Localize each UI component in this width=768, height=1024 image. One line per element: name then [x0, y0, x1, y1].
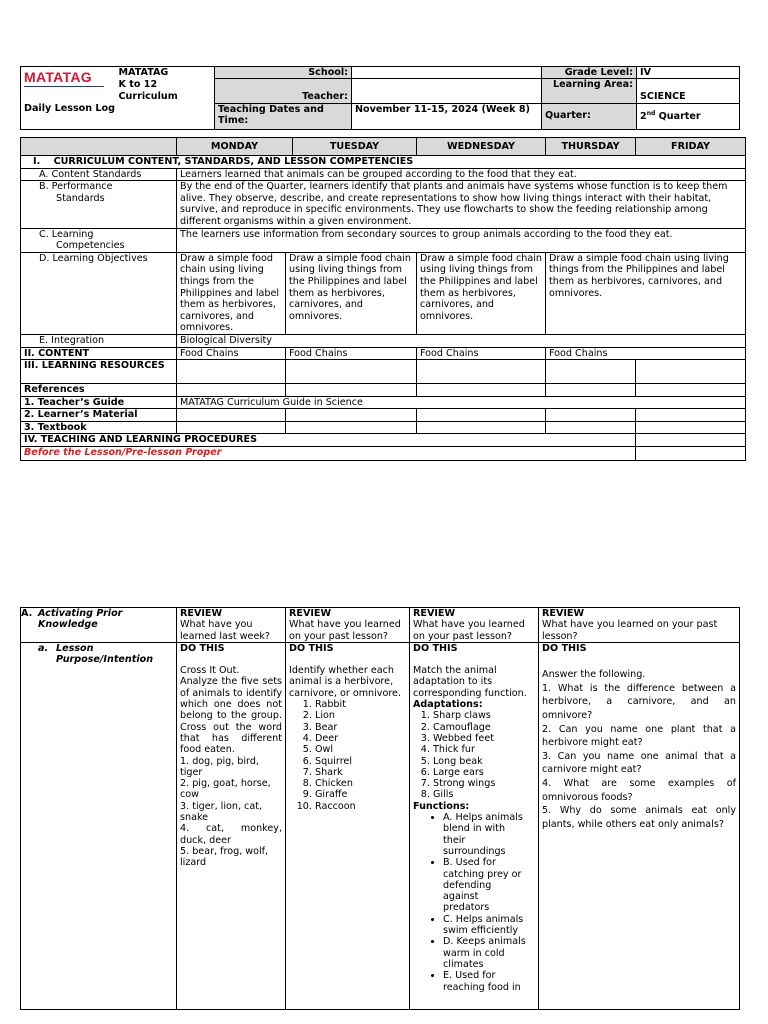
learners-material-monday	[177, 409, 286, 422]
list-item: 5. Owl	[315, 744, 406, 755]
grade-level-label: Grade Level:	[542, 67, 637, 79]
activating-thursday	[539, 608, 740, 643]
list-item: • D. Keeps animals warm in cold climates	[443, 936, 527, 970]
learners-material-friday	[636, 409, 746, 422]
adaptations-label: Adaptations:	[413, 699, 483, 711]
procedures-table	[20, 607, 740, 1010]
functions-list	[413, 812, 535, 993]
cross-it-out-title: Cross It Out.	[180, 665, 240, 677]
quarter-label: Quarter:	[542, 103, 637, 129]
lesson-purpose-label	[21, 642, 177, 1009]
resources-monday	[177, 360, 286, 384]
learning-area-label: Learning Area:	[542, 79, 637, 103]
resources-tuesday	[286, 360, 417, 384]
adaptations-list	[413, 710, 535, 800]
references-label: References	[21, 384, 177, 397]
content-tuesday: Food Chains	[286, 347, 417, 360]
list-item: 8. Gills	[433, 789, 535, 800]
activating-monday	[177, 608, 286, 643]
review-heading-thursday: REVIEW	[542, 608, 585, 619]
purpose-tuesday	[286, 642, 410, 1009]
list-item: 4. Deer	[315, 733, 406, 744]
teachers-guide-text: MATATAG Curriculum Guide in Science	[177, 396, 746, 409]
resources-friday	[636, 360, 746, 384]
purpose-monday	[177, 642, 286, 1009]
list-item: • C. Helps animals swim efficiently	[443, 914, 527, 937]
textbook-friday	[636, 421, 746, 434]
review-text-tuesday: What have you learned on your past lesson?	[289, 619, 401, 642]
list-item: • E. Used for reaching food in	[443, 970, 527, 993]
objective-tuesday: Draw a simple food chain using living things from the Philippines and label them as herbivores, carnivores, and omnivores.	[286, 252, 417, 334]
list-item: 3. Can you name one animal that a carnivore might eat?	[542, 750, 736, 776]
content-standards-label: A. Content Standards	[21, 168, 177, 181]
functions-label: Functions:	[413, 800, 470, 812]
days-corner	[21, 138, 177, 156]
list-item: 1. Rabbit	[315, 699, 406, 710]
cross-it-out-instructions: Analyze the five sets of animals to identify which one does not belong to the group. Cross out the word that has different food eaten.	[180, 676, 282, 756]
list-item: 5. Long beak	[433, 756, 535, 767]
textbook-monday	[177, 421, 286, 434]
activating-wednesday	[410, 608, 539, 643]
curriculum-line1: MATATAG	[118, 67, 169, 78]
purpose-title: Lesson Purpose/Intention	[56, 642, 154, 666]
before-lesson-heading: Before the Lesson/Pre-lesson Proper	[21, 447, 636, 461]
textbook-tuesday	[286, 421, 417, 434]
review-heading-tuesday: REVIEW	[289, 608, 332, 619]
list-item: 4. What are some examples of omnivorous foods?	[542, 777, 736, 803]
competencies-label-line1: C. Learning	[39, 228, 94, 240]
content-standards-text: Learners learned that animals can be grouped according to the food that they eat.	[177, 168, 746, 181]
learning-resources-label: III. LEARNING RESOURCES	[21, 360, 177, 384]
day-wednesday: WEDNESDAY	[417, 138, 546, 156]
procedures-friday	[636, 434, 746, 447]
learners-material-tuesday	[286, 409, 417, 422]
lesson-log-table	[20, 137, 746, 461]
list-item: 10. Raccoon	[315, 801, 406, 812]
day-tuesday: TUESDAY	[293, 138, 417, 156]
list-item: 2. Lion	[315, 710, 406, 721]
resources-thursday	[546, 360, 636, 384]
review-text-wednesday: What have you learned on your past lesson?	[413, 619, 525, 642]
list-item: 6. Squirrel	[315, 756, 406, 767]
answer-intro: Answer the following.	[542, 669, 646, 681]
school-label: School:	[215, 67, 352, 79]
list-item: 6. Large ears	[433, 767, 535, 778]
section-curriculum-heading: I. CURRICULUM CONTENT, STANDARDS, AND LESSON COMPETENCIES	[21, 156, 746, 169]
textbook-label: 3. Textbook	[21, 421, 177, 434]
list-item: 7. Strong wings	[433, 778, 535, 789]
references-thursday	[546, 384, 636, 397]
performance-label-line2: Standards	[56, 192, 105, 204]
purpose-thursday	[539, 642, 740, 1009]
logo-cell	[21, 67, 116, 104]
list-item: 5. bear, frog, wolf, lizard	[180, 845, 269, 869]
school-field[interactable]	[352, 67, 542, 79]
learners-material-thursday	[546, 409, 636, 422]
do-this-monday: DO THIS	[180, 642, 225, 654]
activating-prior-knowledge-label	[21, 608, 177, 643]
content-thursday: Food Chains	[546, 347, 746, 360]
content-wednesday: Food Chains	[417, 347, 546, 360]
references-wednesday	[417, 384, 546, 397]
list-item: 2. Camouflage	[433, 722, 535, 733]
review-text-thursday: What have you learned on your past lesson?	[542, 619, 718, 642]
list-item: 1. dog, pig, bird, tiger	[180, 755, 259, 778]
list-item: • B. Used for catching prey or defending against predators	[443, 857, 527, 913]
list-item: 3. Bear	[315, 722, 406, 733]
content-label: II. CONTENT	[21, 347, 177, 360]
matatag-logo: MATATAG	[24, 69, 92, 85]
list-item: 7. Shark	[315, 767, 406, 778]
list-item: • A. Helps animals blend in with their surroundings	[443, 812, 527, 857]
do-this-thursday: DO THIS	[542, 642, 587, 654]
day-monday: MONDAY	[177, 138, 293, 156]
performance-standards-text: By the end of the Quarter, learners identify that plants and animals have systems whose function is to keep them alive. They observe, describe, and create representations to show how living things interact with their habitat, survive, and reproduce in specific environments. They use flowcharts to show the feeding relationship among different organisms within a given environment.	[177, 181, 746, 228]
learning-area-value[interactable]: SCIENCE	[637, 79, 740, 103]
quarter-suffix: nd	[646, 109, 656, 117]
match-instructions: Match the animal adaptation to its corresponding function.	[413, 665, 527, 699]
list-item: 3. Webbed feet	[433, 733, 535, 744]
curriculum-line2: K to 12	[118, 79, 158, 90]
do-this-tuesday: DO THIS	[289, 642, 334, 654]
list-item: 2. pig, goat, horse, cow	[180, 778, 271, 801]
objective-wednesday: Draw a simple food chain using living things from the Philippines and label them as herbivores, carnivores, and omnivores.	[417, 252, 546, 334]
question-list	[542, 682, 736, 832]
integration-label: E. Integration	[21, 334, 177, 347]
grade-level-value[interactable]: IV	[637, 67, 740, 79]
do-this-wednesday: DO THIS	[413, 642, 458, 654]
animal-list	[289, 699, 406, 812]
list-item: 4. cat, monkey, duck, deer	[180, 823, 282, 846]
days-header-row	[21, 138, 746, 156]
list-item: 4. Thick fur	[433, 744, 535, 755]
learning-competencies-label	[21, 228, 177, 252]
textbook-thursday	[546, 421, 636, 434]
before-lesson-friday	[636, 447, 746, 461]
curriculum-line3: Curriculum	[118, 91, 178, 102]
quarter-number: 2	[640, 110, 647, 122]
references-friday	[636, 384, 746, 397]
teaching-dates-label: Teaching Dates and Time:	[215, 103, 352, 129]
performance-label-line1: B. Performance	[39, 181, 113, 193]
review-text-monday: What have you learned last week?	[180, 619, 270, 642]
teaching-dates-value[interactable]: November 11-15, 2024 (Week 8)	[352, 103, 542, 129]
teacher-field[interactable]	[352, 79, 542, 103]
cross-it-out-list	[180, 756, 282, 869]
list-item: 1. Sharp claws	[433, 710, 535, 721]
header-table	[20, 66, 740, 130]
objective-monday: Draw a simple food chain using living things from the Philippines and label them as herbivores, carnivores, and omnivores.	[177, 252, 286, 334]
list-item: 1. What is the difference between a herbivore, a carnivore, and an omnivore?	[542, 682, 736, 721]
activating-letter: A.	[21, 608, 33, 619]
learners-material-label: 2. Learner’s Material	[21, 409, 177, 422]
learning-objectives-label: D. Learning Objectives	[21, 252, 177, 334]
list-item: 3. tiger, lion, cat, snake	[180, 800, 263, 824]
list-item: 5. Why do some animals eat only plants, while others eat only animals?	[542, 805, 736, 830]
daily-lesson-log-title: Daily Lesson Log	[21, 103, 215, 129]
activating-tuesday	[286, 608, 410, 643]
competencies-label-line2: Competencies	[56, 240, 125, 252]
quarter-text: Quarter	[655, 110, 701, 122]
list-item: 2. Can you name one plant that a herbivore might eat?	[542, 723, 736, 749]
identify-instructions: Identify whether each animal is a herbivore, carnivore, or omnivore.	[289, 665, 402, 699]
content-monday: Food Chains	[177, 347, 286, 360]
purpose-letter: a.	[38, 642, 49, 654]
objective-thursday: Draw a simple food chain using living things from the Philippines and label them as herbivores, carnivores, and omnivores.	[546, 252, 746, 334]
day-thursday: THURSDAY	[546, 138, 636, 156]
activating-title: Activating Prior Knowledge	[38, 608, 123, 631]
review-heading-wednesday: REVIEW	[413, 608, 456, 619]
logo-underline	[24, 86, 104, 89]
references-tuesday	[286, 384, 417, 397]
learning-competencies-text: The learners use information from secondary sources to group animals according to the food they eat.	[177, 228, 746, 252]
references-monday	[177, 384, 286, 397]
resources-wednesday	[417, 360, 546, 384]
review-heading-monday: REVIEW	[180, 608, 223, 619]
teacher-label: Teacher:	[215, 79, 352, 103]
procedures-heading: IV. TEACHING AND LEARNING PROCEDURES	[21, 434, 636, 447]
learners-material-wednesday	[417, 409, 546, 422]
performance-standards-label	[21, 181, 177, 228]
purpose-wednesday	[410, 642, 539, 1009]
teachers-guide-label: 1. Teacher’s Guide	[21, 396, 177, 409]
textbook-wednesday	[417, 421, 546, 434]
quarter-value[interactable]	[637, 103, 740, 129]
list-item: 9. Giraffe	[315, 789, 406, 800]
list-item: 8. Chicken	[315, 778, 406, 789]
integration-text: Biological Diversity	[177, 334, 746, 347]
day-friday: FRIDAY	[636, 138, 746, 156]
curriculum-label	[116, 67, 215, 104]
